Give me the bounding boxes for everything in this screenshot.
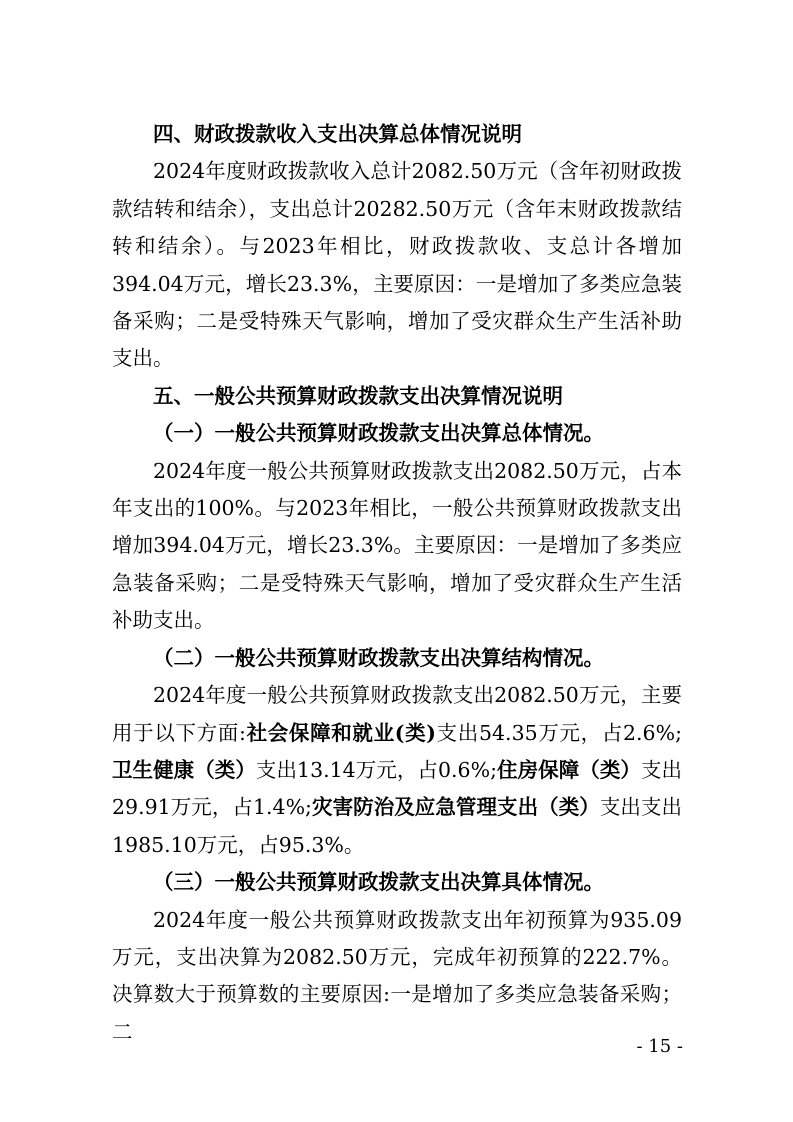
category-social-security-label: 社会保障和就业(类) (245, 720, 436, 745)
subsection-3-body: 2024年度一般公共预算财政拨款支出年初预算为935.09万元，支出决算为2082.50万元，完成年初预算的222.7%。决算数大于预算数的主要原因:一是增加了多类应急装备采购；二 (112, 907, 682, 1044)
category-disaster-label: 灾害防治及应急管理支出（类） (311, 795, 600, 820)
subsection-1-body: 2024年度一般公共预算财政拨款支出2082.50万元，占本年支出的100%。与2023年相比，一般公共预算财政拨款支出增加394.04万元，增长23.3%。主要原因：一是增加了多类应急装备采购；二是受特殊天气影响，增加了受灾群众生产生活补助支出。 (112, 458, 682, 633)
category-housing-text: 支出29.91万元，占1.4%; (112, 757, 683, 820)
category-social-security-text: 支出54.35万元，占2.6%; (435, 720, 682, 745)
category-housing-label: 住房保障（类） (496, 757, 641, 782)
subsection-2-heading: （二）一般公共预算财政拨款支出决算结构情况。 (153, 645, 604, 670)
category-disaster-text: 支出支出1985.10万元，占95.3%。 (112, 795, 682, 857)
subsection-2-intro: 2024年度一般公共预算财政拨款支出2082.50万元，主要用于以下方面: (112, 683, 682, 745)
category-health-label: 卫生健康（类） (112, 757, 256, 782)
section-4-body: 2024年度财政拨款收入总计2082.50万元（含年初财政拨款结转和结余），支出总计20282.50万元（含年末财政拨款结转和结余）。与2023年相比，财政拨款收、支总计各增加394.04万元，增长23.3%，主要原因：一是增加了多类应急装备采购；二是受特殊天气影响，增加了受灾群众生产生活补助支出。 (112, 159, 682, 371)
section-4-heading: 四、财政拨款收入支出决算总体情况说明 (153, 122, 522, 146)
category-health-text: 支出13.14万元，占0.6%; (255, 757, 497, 782)
subsection-1-heading: （一）一般公共预算财政拨款支出决算总体情况。 (153, 421, 604, 446)
page-content (112, 116, 682, 1051)
subsection-2-body (112, 677, 682, 864)
subsection-3-heading: （三）一般公共预算财政拨款支出决算具体情况。 (153, 870, 604, 895)
page-number: - 15 - (636, 1036, 683, 1057)
section-5-heading: 五、一般公共预算财政拨款支出决算情况说明 (153, 383, 563, 408)
